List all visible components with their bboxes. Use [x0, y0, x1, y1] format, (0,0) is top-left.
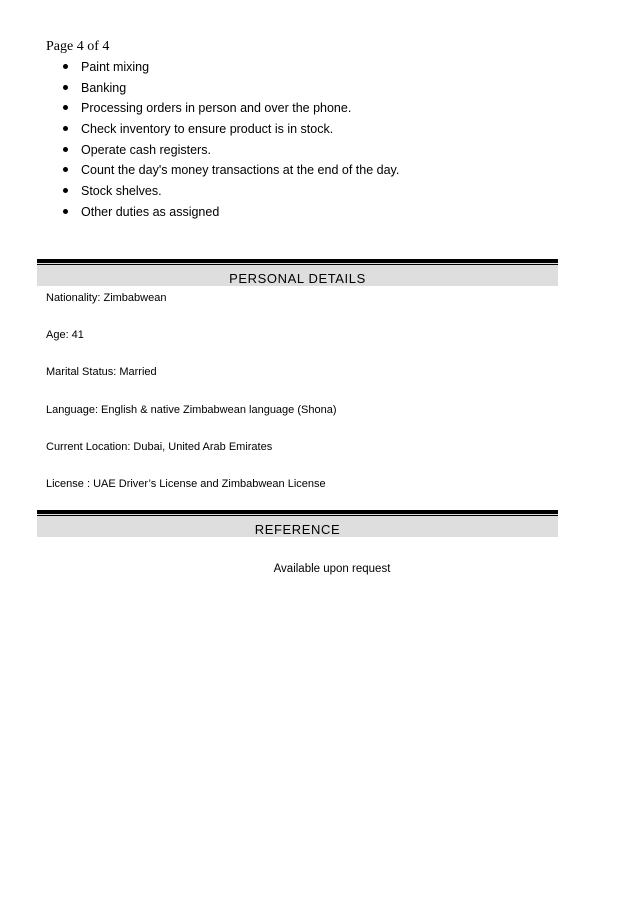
bullet-icon	[63, 85, 68, 90]
duty-text: Stock shelves.	[81, 184, 162, 199]
bullet-icon	[63, 167, 68, 172]
reference-text: Available upon request	[273, 563, 391, 575]
duty-text: Other duties as assigned	[81, 204, 220, 219]
duty-text: Paint mixing	[81, 60, 150, 74]
page-number-label: Page 4 of 4	[46, 39, 110, 54]
personal-details-header	[37, 259, 558, 286]
bullet-icon	[63, 209, 68, 214]
bullet-icon	[63, 188, 68, 193]
duty-text: Check inventory to ensure product is in stock.	[81, 122, 334, 137]
bullet-icon	[63, 105, 68, 110]
section-title: PERSONAL DETAILS	[229, 271, 366, 286]
language-text: Language: English & native Zimbabwean language (Shona)	[46, 404, 337, 416]
section-rule	[37, 264, 558, 265]
age-text: Age: 41	[46, 329, 84, 341]
marital-status-text: Marital Status: Married	[46, 366, 157, 378]
duty-text: Count the day's money transactions at the end of the day.	[81, 163, 400, 178]
reference-header	[37, 510, 558, 537]
section-rule	[37, 515, 558, 516]
license-text: License : UAE Driver’s License and Zimbabwean License	[46, 478, 326, 490]
bullet-icon	[63, 126, 68, 131]
duty-text: Banking	[81, 80, 127, 95]
bullet-icon	[63, 147, 68, 152]
current-location-text: Current Location: Dubai, United Arab Emirates	[46, 441, 273, 453]
bullet-icon	[63, 64, 68, 69]
nationality-text: Nationality: Zimbabwean	[46, 292, 167, 304]
duty-text: Processing orders in person and over the phone.	[81, 101, 352, 116]
section-title: REFERENCE	[254, 522, 341, 537]
duty-text: Operate cash registers.	[81, 142, 211, 157]
